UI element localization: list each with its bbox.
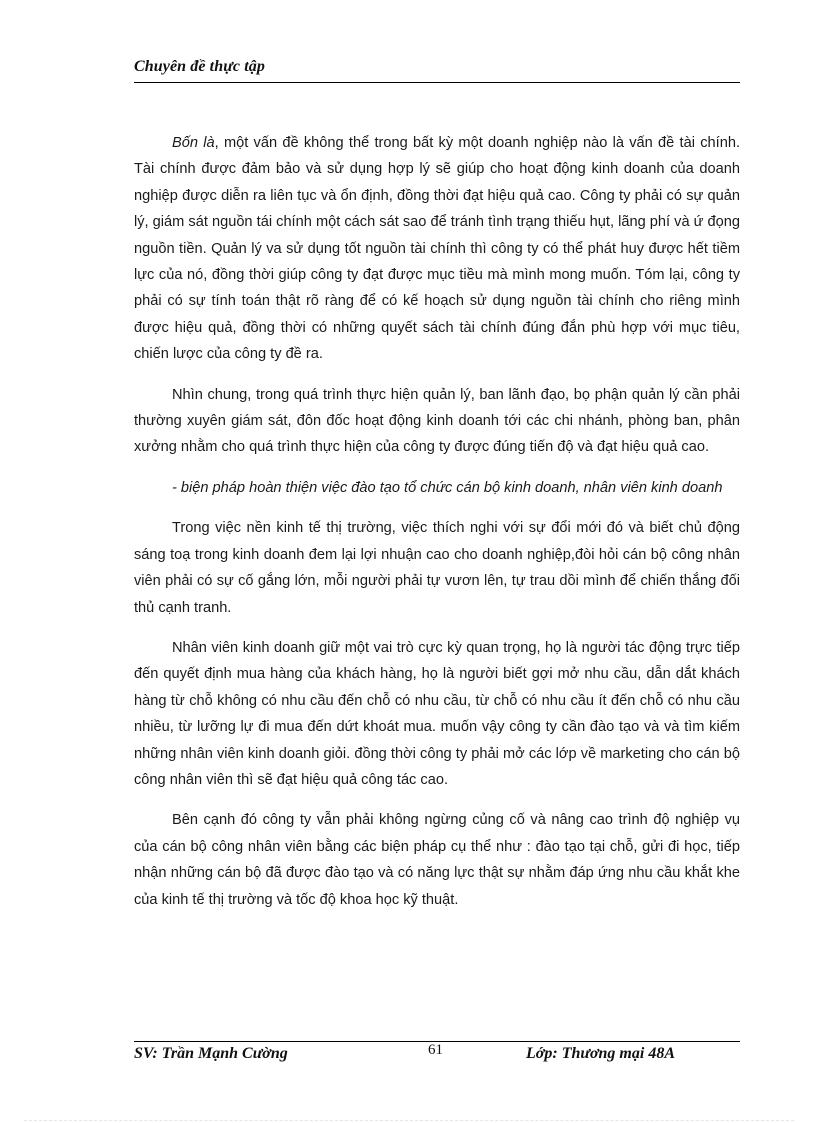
page-edge-divider: [24, 1120, 794, 1121]
paragraph-supervision: Nhìn chung, trong quá trình thực hiện quản lý, ban lãnh đạo, bọ phận quản lý cần phải thường xuyên giám sát, đôn đốc hoạt động kinh doanh tới các chi nhánh, phòng ban, phân xưởng nhằm cho quá trình thực hiện của công ty được đúng tiến độ và đạt hiệu quả cao.: [134, 386, 740, 456]
paragraph-sales-staff: Nhân viên kinh doanh giữ một vai trò cực kỳ quan trọng, họ là người tác động trực tiếp đến quyết định mua hàng của khách hàng, họ là người biết gợi mở nhu cầu, dẫn dắt khách hàng từ chỗ không có nhu cầu đến chỗ có nhu cầu, từ chỗ có nhu cầu ít đến chỗ có nhu cầu nhiều, từ lưỡng lự đi mua đến dứt khoát mua. muốn vậy công ty cần đào tạo và và tìm kiếm những nhân viên kinh doanh giỏi. đồng thời công ty phải mở các lớp về marketing cho cán bộ công nhân viên thì sẽ đạt hiệu quả công tác cao.: [134, 639, 740, 788]
page-number: 61: [428, 1042, 443, 1058]
body-content: [134, 130, 740, 927]
section-heading-training: - biện pháp hoàn thiện việc đào tạo tổ chức cán bộ kinh doanh, nhân viên kinh doanh: [172, 479, 723, 496]
paragraph-skill-development: Bên cạnh đó công ty vẫn phải không ngừng củng cố và nâng cao trình độ nghiệp vụ của cán bộ công nhân viên bằng các biện pháp cụ thể như : đào tạo tại chỗ, gửi đi học, tiếp nhận những cán bộ đã được đào tạo và có năng lực thật sự nhằm đáp ứng nhu cầu khắt khe của kinh tế thị trường và tốc độ khoa học kỹ thuật.: [134, 812, 740, 908]
page-header: [134, 58, 740, 83]
page-footer: [134, 1041, 740, 1072]
footer-class-label: Lớp: Thương mại 48A: [526, 1045, 675, 1062]
header-title: Chuyên đề thực tập: [134, 58, 265, 75]
paragraph-lead: Bốn là: [172, 135, 215, 151]
footer-student-name: SV: Trần Mạnh Cường: [134, 1045, 288, 1062]
paragraph-market-adaptation: Trong việc nền kinh tế thị trường, việc thích nghi với sự đổi mới đó và biết chủ động sáng toạ trong kinh doanh đem lại lợi nhuận cao cho doanh nghiệp,đòi hỏi cán bộ công nhân viên phải có sự cố gắng lớn, mỗi người phải tự vươn lên, tự trau dồi mình để chiến thắng đối thủ cạnh tranh.: [134, 520, 740, 616]
paragraph-text: , một vấn đề không thể trong bất kỳ một doanh nghiệp nào là vấn đề tài chính. Tài chính được đảm bảo và sử dụng hợp lý sẽ giúp cho hoạt động kinh doanh của doanh nghiệp được diễn ra liên tục và ổn định, đồng thời đạt hiệu quả cao. Công ty phải có sự quản lý, giám sát nguồn tái chính một cách sát sao để tránh tình trạng thiếu hụt, lãng phí và ứ đọng nguồn tiền. Quản lý va sử dụng tốt nguồn tài chính thì công ty có thể phát huy được hết tiềm lực của nó, đồng thời giúp công ty đạt được mục tiều mà mình mong muốn. Tóm lại, công ty phải có sự tính toán thật rõ ràng để có kế hoạch sử dụng nguồn tài chính cho riêng mình được hiệu quả, đồng thời có những quyết sách tài chính đúng đắn phù hợp với mục tiêu, chiến lược của công ty đề ra.: [134, 135, 740, 363]
paragraph-financial: [134, 130, 740, 368]
